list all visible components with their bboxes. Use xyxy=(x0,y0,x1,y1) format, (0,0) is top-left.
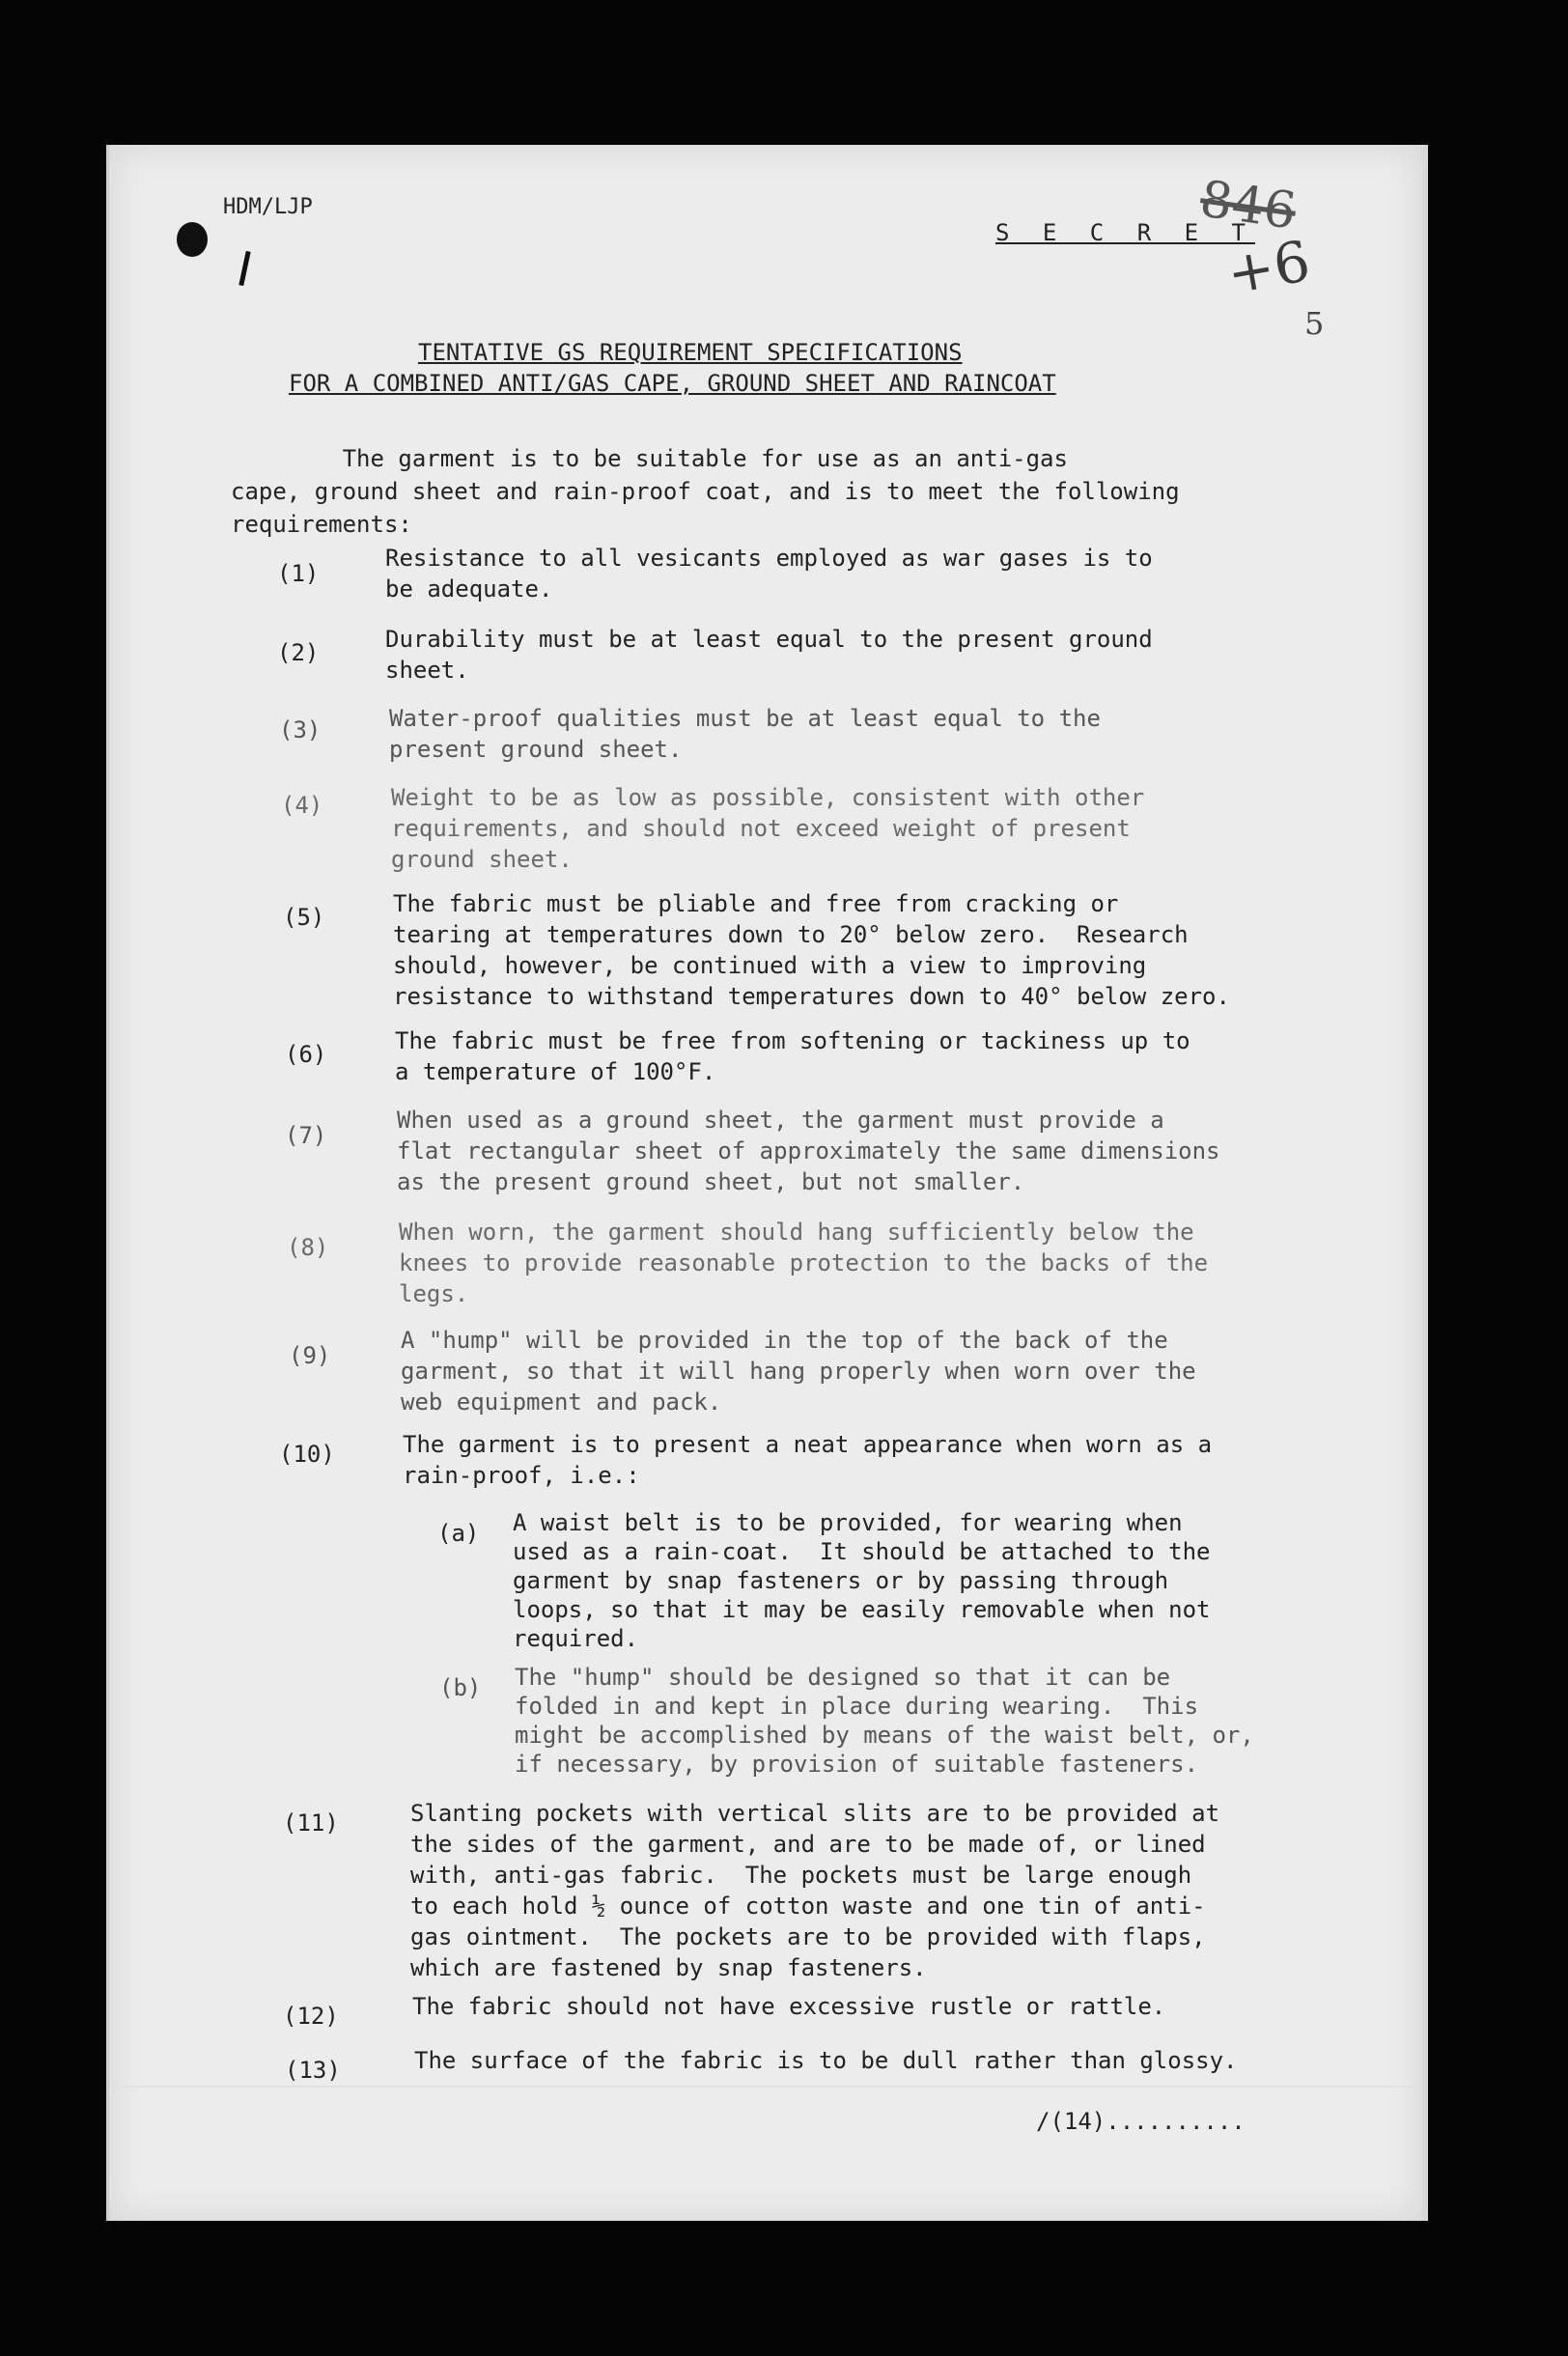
document-title-line1: TENTATIVE GS REQUIREMENT SPECIFICATIONS xyxy=(418,339,963,366)
requirement-number: (7) xyxy=(285,1122,327,1149)
requirement-number: (13) xyxy=(285,2057,341,2084)
requirement-number: (12) xyxy=(283,2003,339,2030)
handwritten-number-crossed: 846 xyxy=(1196,170,1300,241)
requirement-text: The garment is to present a neat appearance when worn as a rain-proof, i.e.: xyxy=(403,1431,1213,1489)
requirement-number: (9) xyxy=(289,1342,331,1369)
handwritten-annotation-small: 5 xyxy=(1304,305,1325,342)
pen-tick-mark xyxy=(238,251,250,286)
requirement-number: (3) xyxy=(279,716,322,743)
requirement-text: A "hump" will be provided in the top of the back of the garment, so that it will hang properly when worn over the web equipment and pack. xyxy=(401,1327,1196,1416)
requirement-number: (10) xyxy=(279,1441,335,1468)
document-page xyxy=(106,145,1428,2221)
requirement-number: (2) xyxy=(277,639,320,666)
requirement-number: (1) xyxy=(277,560,320,587)
requirement-number: (11) xyxy=(283,1809,339,1837)
requirement-text: When worn, the garment should hang sufficiently below the knees to provide reasonable protection to the backs of the legs. xyxy=(399,1219,1209,1307)
requirement-number: (4) xyxy=(281,792,323,819)
requirement-text: Durability must be at least equal to the present ground sheet. xyxy=(385,626,1153,684)
requirement-text: Weight to be as low as possible, consistent with other requirements, and should not exceed weight of present ground sheet. xyxy=(391,784,1145,873)
sub-requirement-text: The "hump" should be designed so that it can be folded in and kept in place during wearing. This might be accomplished by means of the waist belt, or, if necessary, by provision of suitable fasteners. xyxy=(515,1664,1254,1778)
classification-label: S E C R E T xyxy=(995,219,1255,246)
intro-paragraph: The garment is to be suitable for use as an anti-gas cape, ground sheet and rain-proof coat, and is to meet the following requirements: xyxy=(231,445,1180,538)
continuation-marker: /(14).......... xyxy=(1036,2108,1246,2135)
document-title-line2: FOR A COMBINED ANTI/GAS CAPE, GROUND SHEET AND RAINCOAT xyxy=(289,370,1056,397)
requirement-number: (6) xyxy=(285,1041,327,1068)
handwritten-annotation: +6 xyxy=(1221,228,1315,307)
requirement-text: Resistance to all vesicants employed as war gases is to be adequate. xyxy=(385,545,1153,603)
requirement-text: When used as a ground sheet, the garment must provide a flat rectangular sheet of approximately the same dimensions as the present ground sheet, but not smaller. xyxy=(397,1107,1220,1195)
requirement-number: (5) xyxy=(283,904,325,931)
requirement-number: (8) xyxy=(287,1234,329,1261)
requirement-text: Slanting pockets with vertical slits are to be provided at the sides of the garment, and are to be made of, or lined with, anti-gas fabric. The pockets must be large enough to each hold ½ ounce of cotton waste and one tin of anti- gas ointment. The pockets are to be provided with flaps, which are fastened by snap fasteners. xyxy=(410,1800,1220,1981)
sub-requirement-letter: (b) xyxy=(439,1674,482,1701)
requirement-text: The fabric should not have excessive rustle or rattle. xyxy=(412,1993,1166,2020)
sub-requirement-letter: (a) xyxy=(437,1520,480,1547)
reference-code: HDM/LJP xyxy=(223,195,313,219)
requirement-text: The surface of the fabric is to be dull rather than glossy. xyxy=(414,2047,1238,2074)
requirement-text: The fabric must be free from softening or tackiness up to a temperature of 100°F. xyxy=(395,1027,1190,1085)
requirement-text: Water-proof qualities must be at least equal to the present ground sheet. xyxy=(389,705,1101,763)
sub-requirement-text: A waist belt is to be provided, for wearing when used as a rain-coat. It should be attached to the garment by snap fasteners or by passing through loops, so that it may be easily removable when not required. xyxy=(513,1509,1211,1652)
page-footer-rule xyxy=(109,2086,1422,2088)
requirement-text: The fabric must be pliable and free from cracking or tearing at temperatures down to 20° below zero. Research should, however, be continued with a view to improving resistance to withstand temperatures down to 40° below zero. xyxy=(393,890,1230,1010)
ink-blot-mark xyxy=(177,222,208,257)
